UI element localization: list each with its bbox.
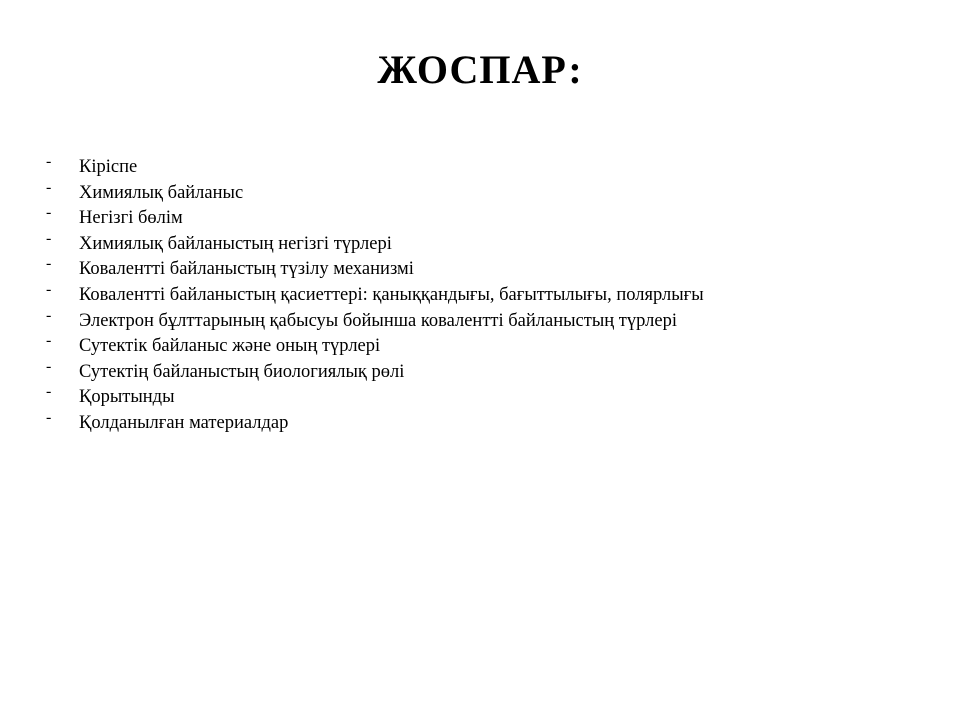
list-item-text: Негізгі бөлім bbox=[79, 208, 183, 229]
list-item-text: Ковалентті байланыстың қасиеттері: қаныққандығы, бағыттылығы, полярлығы bbox=[79, 284, 704, 305]
bullet-dash: - bbox=[46, 178, 52, 196]
plan-list bbox=[46, 155, 926, 437]
list-item bbox=[46, 357, 926, 386]
bullet-dash: - bbox=[46, 204, 52, 222]
list-item-text: Электрон бұлттарының қабысуы бойынша ковалентті байланыстың түрлері bbox=[79, 310, 677, 331]
list-item-text: Сутектің байланыстың биологиялық рөлі bbox=[79, 361, 405, 382]
list-item bbox=[46, 257, 926, 283]
bullet-dash: - bbox=[46, 255, 52, 273]
list-item bbox=[46, 385, 926, 411]
bullet-dash: - bbox=[46, 306, 52, 324]
list-item bbox=[46, 178, 926, 207]
list-item bbox=[46, 155, 926, 181]
bullet-dash: - bbox=[46, 229, 52, 247]
list-item bbox=[46, 408, 926, 437]
bullet-dash: - bbox=[46, 280, 52, 298]
list-item-text: Ковалентті байланыстың түзілу механизмі bbox=[79, 259, 414, 280]
list-item bbox=[46, 229, 926, 258]
list-item-text: Қорытынды bbox=[79, 387, 175, 408]
list-item-text: Сутектік байланыс және оның түрлері bbox=[79, 336, 381, 357]
list-item-text: Химиялық байланыстың негізгі түрлері bbox=[79, 233, 392, 254]
slide-title: ЖОСПАР: bbox=[377, 47, 583, 92]
list-item bbox=[46, 334, 926, 360]
bullet-dash: - bbox=[46, 357, 52, 375]
list-item bbox=[46, 280, 926, 309]
bullet-dash: - bbox=[46, 332, 52, 350]
list-item bbox=[46, 206, 926, 232]
bullet-dash: - bbox=[46, 383, 52, 401]
list-item-text: Кіріспе bbox=[79, 157, 138, 177]
list-item-text: Химиялық байланыс bbox=[79, 182, 244, 203]
bullet-dash: - bbox=[46, 153, 52, 170]
list-item bbox=[46, 306, 926, 335]
bullet-dash: - bbox=[46, 408, 52, 426]
list-item-text: Қолданылған материалдар bbox=[79, 412, 289, 433]
